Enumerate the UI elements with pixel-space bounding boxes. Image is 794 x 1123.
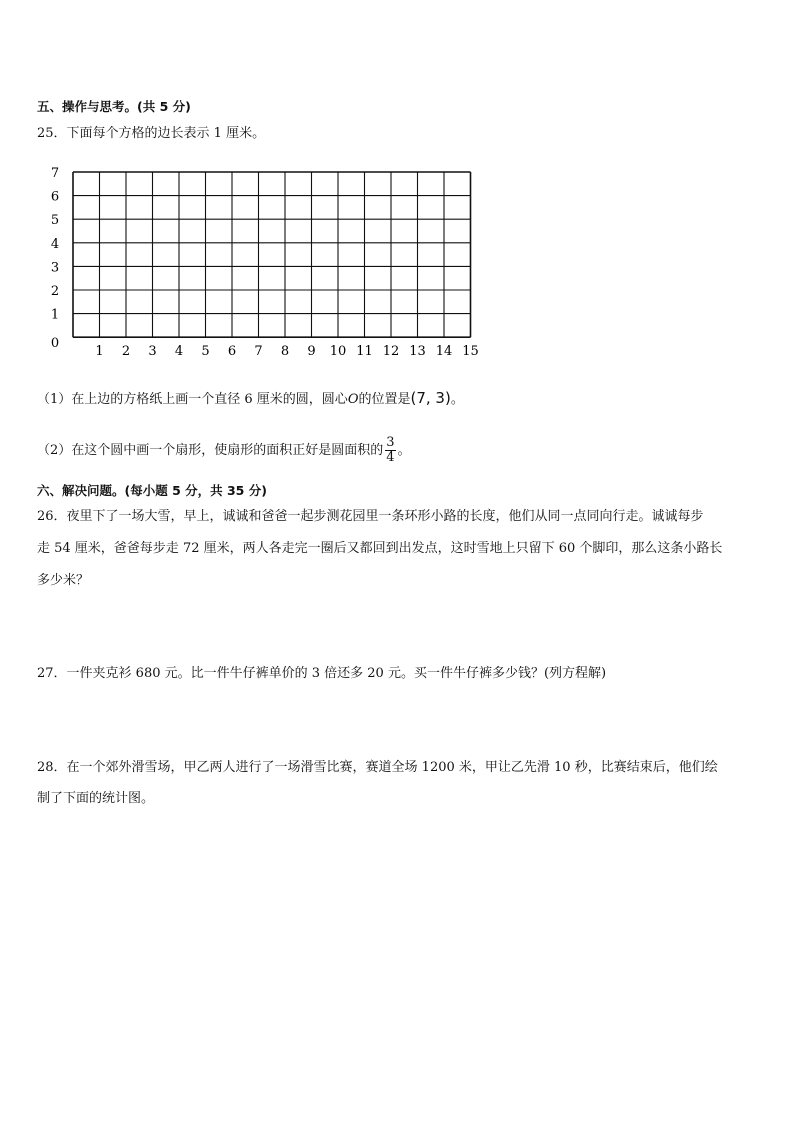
x-tick-label: 15	[462, 344, 479, 360]
x-tick-label: 6	[227, 344, 237, 360]
y-tick-label: 6	[50, 189, 60, 205]
part-2-text-before: （2）在这个圆中画一个扇形，使扇形的面积正好是圆面积的	[37, 443, 384, 458]
coordinate-grid	[0, 0, 794, 380]
fraction-numerator: 3	[386, 435, 395, 450]
question-26-line-2: 走 54 厘米，爸爸每步走 72 厘米，两人各走完一圈后又都回到出发点，这时雪地上只留下 60 个脚印，那么这条小路长	[37, 541, 723, 556]
y-tick-label: 1	[50, 307, 60, 323]
grid-lines	[73, 172, 471, 337]
section-5-heading: 五、操作与思考。(共 5 分)	[37, 99, 191, 114]
x-tick-label: 3	[148, 344, 157, 360]
question-27: 27．一件夹克衫 680 元。比一件牛仔裤单价的 3 倍还多 20 元。买一件牛仔裤多少钱？(列方程解)	[37, 666, 607, 681]
x-tick-label: 5	[201, 344, 210, 360]
part-1-text-mid: 的位置是	[358, 392, 411, 407]
x-tick-label: 9	[307, 344, 316, 360]
part-2-text-after: 。	[397, 443, 411, 458]
fraction-three-quarters	[385, 436, 395, 465]
part-1-text-before: （1）在上边的方格纸上画一个直径 6 厘米的圆，圆心	[37, 392, 348, 407]
x-tick-label: 8	[280, 344, 290, 360]
x-axis-labels	[95, 344, 478, 359]
question-26-line-1: 26．夜里下了一场大雪，早上，诚诚和爸爸一起步测花园里一条环形小路的长度，他们从同一点同向行走。诚诚每步	[37, 509, 704, 524]
question-25-stem: 25．下面每个方格的边长表示 1 厘米。	[37, 126, 266, 141]
fraction-denominator: 4	[386, 450, 395, 465]
question-25-part-1	[37, 388, 464, 410]
y-tick-label: 0	[50, 336, 60, 352]
question-28-line-1: 28．在一个郊外滑雪场，甲乙两人进行了一场滑雪比赛，赛道全场 1200 米，甲让乙先滑 10 秒，比赛结束后，他们绘	[37, 760, 718, 775]
x-tick-label: 2	[121, 344, 131, 360]
section-6-heading: 六、解决问题。(每小题 5 分，共 35 分)	[37, 483, 267, 498]
x-tick-label: 1	[95, 344, 104, 360]
y-tick-label: 5	[50, 213, 60, 229]
x-tick-label: 4	[174, 344, 184, 360]
y-tick-label: 4	[50, 236, 60, 252]
x-tick-label: 14	[435, 344, 453, 360]
question-28-line-2: 制了下面的统计图。	[37, 791, 155, 806]
x-tick-label: 11	[356, 344, 373, 360]
center-coordinate: (7, 3)	[410, 389, 451, 407]
question-26-line-3: 多少米？	[37, 573, 90, 588]
center-symbol: O	[347, 392, 359, 407]
x-tick-label: 12	[382, 344, 400, 360]
x-tick-label: 10	[329, 344, 347, 360]
question-25-part-2	[37, 436, 411, 465]
y-tick-label: 3	[50, 260, 60, 276]
x-tick-label: 7	[254, 344, 263, 360]
x-tick-label: 13	[409, 344, 426, 360]
y-tick-label: 7	[50, 166, 60, 181]
y-tick-label: 2	[50, 284, 60, 299]
y-axis-labels	[51, 166, 59, 351]
part-1-text-after: 。	[450, 392, 464, 407]
